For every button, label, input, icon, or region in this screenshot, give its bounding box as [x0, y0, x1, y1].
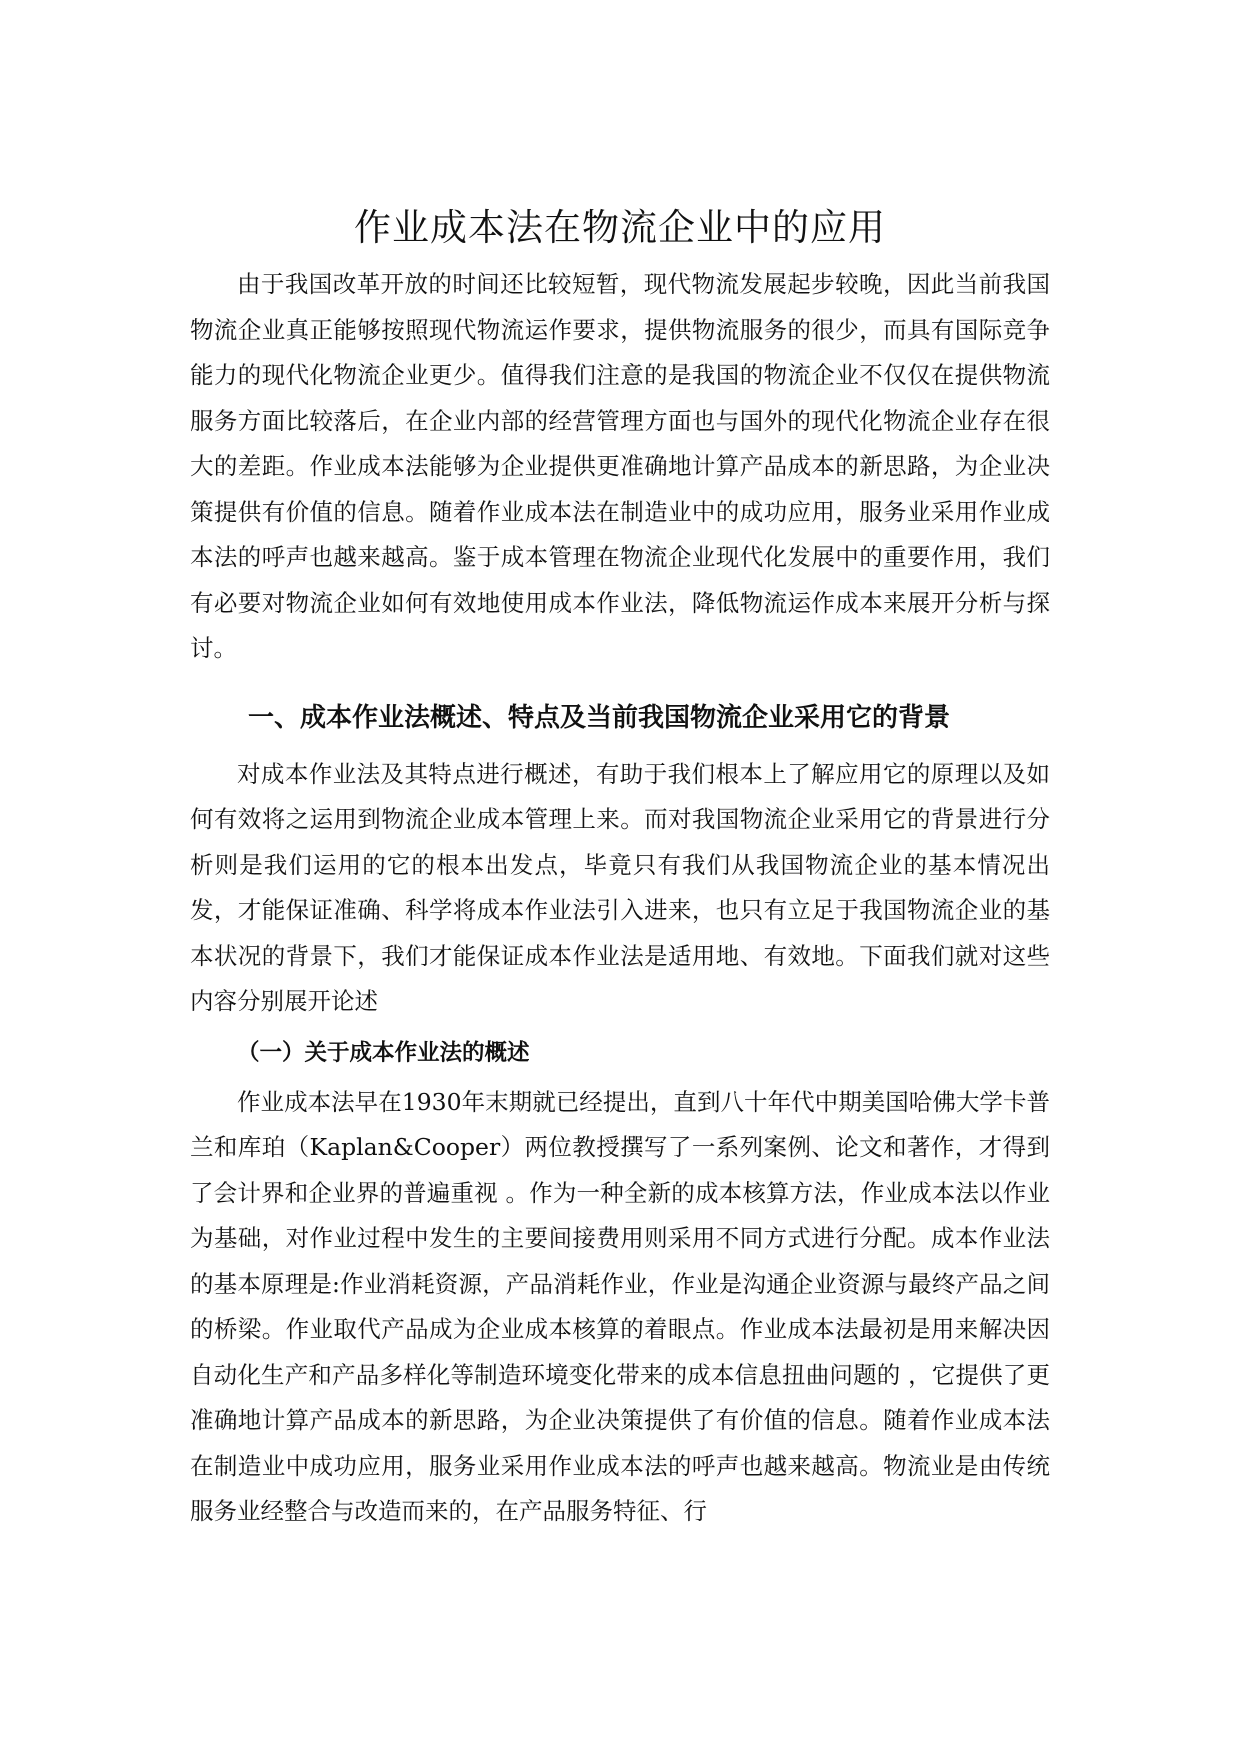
section-heading: 一、成本作业法概述、特点及当前我国物流企业采用它的背景	[248, 702, 951, 733]
document-title: 作业成本法在物流企业中的应用	[354, 206, 886, 249]
document-body	[190, 200, 1050, 1535]
subsection-heading: （一）关于成本作业法的概述	[237, 1039, 530, 1066]
subsection-paragraph: 作业成本法早在1930年末期就已经提出，直到八十年代中期美国哈佛大学卡普兰和库珀（Kaplan&Cooper）两位教授撰写了一系列案例、论文和著作，才得到了会计界和企业界的普遍重视 。作为一种全新的成本核算方法，作业成本法以作业为基础，对作业过程中发生的主要间接费用则采用不同方式进行分配。成本作业法的基本原理是:作业消耗资源，产品消耗作业，作业是沟通企业资源与最终产品之间的桥梁。作业取代产品成为企业成本核算的着眼点。作业成本法最初是用来解决因自动化生产和产品多样化等制造环境变化带来的成本信息扭曲问题的 ，它提供了更准确地计算产品成本的新思路，为企业决策提供了有价值的信息。随着作业成本法在制造业中成功应用，服务业采用作业成本法的呼声也越来越高。物流业是由传统服务业经整合与改造而来的，在产品服务特征、行	[190, 1087, 1050, 1525]
intro-paragraph: 由于我国改革开放的时间还比较短暂，现代物流发展起步较晚，因此当前我国物流企业真正能够按照现代物流运作要求，提供物流服务的很少，而具有国际竞争能力的现代化物流企业更少。值得我们注意的是我国的物流企业不仅仅在提供物流服务方面比较落后，在企业内部的经营管理方面也与国外的现代化物流企业存在很大的差距。作业成本法能够为企业提供更准确地计算产品成本的新思路，为企业决策提供有价值的信息。随着作业成本法在制造业中的成功应用，服务业采用作业成本法的呼声也越来越高。鉴于成本管理在物流企业现代化发展中的重要作用，我们有必要对物流企业如何有效地使用成本作业法，降低物流运作成本来展开分析与探讨。	[190, 270, 1050, 662]
section-paragraph: 对成本作业法及其特点进行概述，有助于我们根本上了解应用它的原理以及如何有效将之运用到物流企业成本管理上来。而对我国物流企业采用它的背景进行分析则是我们运用的它的根本出发点，毕竟只有我们从我国物流企业的基本情况出发，才能保证准确、科学将成本作业法引入进来，也只有立足于我国物流企业的基本状况的背景下，我们才能保证成本作业法是适用地、有效地。下面我们就对这些内容分别展开论述	[190, 759, 1050, 1015]
